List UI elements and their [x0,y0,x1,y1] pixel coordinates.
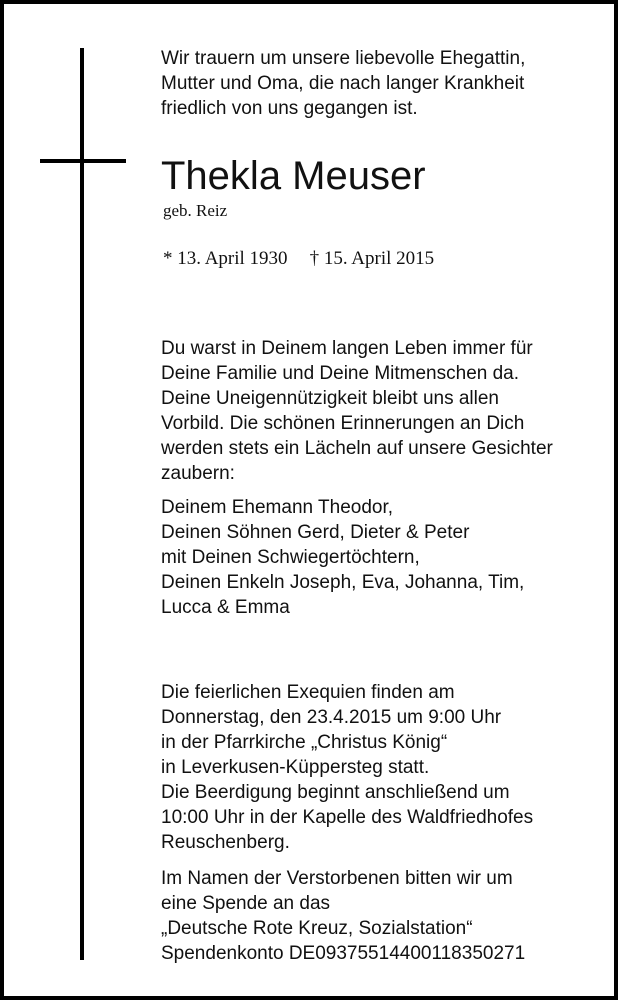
cross-vertical-bar [80,48,84,960]
life-dates [163,247,434,271]
service-line: Donnerstag, den 23.4.2015 um 9:00 Uhr [161,707,502,728]
donation-line: „Deutsche Rote Kreuz, Sozialstation“ [161,918,473,939]
service-line: Reuschenberg. [161,832,290,853]
intro-line: Mutter und Oma, die nach langer Krankheit [161,73,525,94]
service-line: in der Pfarrkirche „Christus König“ [161,732,448,753]
service-line: Die Beerdigung beginnt anschließend um [161,782,510,803]
tribute-paragraph [161,336,591,486]
donation-account: Spendenkonto DE09375514400118350271 [161,943,526,964]
tribute-line: Du warst in Deinem langen Leben immer für [161,338,533,359]
tribute-line: Deine Familie und Deine Mitmenschen da. [161,363,520,384]
death-date: † 15. April 2015 [309,248,435,269]
intro-line: friedlich von uns gegangen ist. [161,98,418,119]
service-line: Die feierlichen Exequien finden am [161,682,455,703]
mourner-line: Deinem Ehemann Theodor, [161,497,394,518]
donation-line: eine Spende an das [161,893,331,914]
mourner-line: mit Deinen Schwiegertöchtern, [161,547,420,568]
service-line: 10:00 Uhr in der Kapelle des Waldfriedhofes [161,807,534,828]
mourner-line: Lucca & Emma [161,597,290,618]
birth-date: * 13. April 1930 [163,248,288,269]
funeral-service-info [161,680,591,855]
intro-line: Wir trauern um unsere liebevolle Ehegattin, [161,48,526,69]
mourner-line: Deinen Enkeln Joseph, Eva, Johanna, Tim, [161,572,525,593]
mourner-line: Deinen Söhnen Gerd, Dieter & Peter [161,522,470,543]
donation-request [161,866,591,966]
deceased-name: Thekla Meuser [161,154,426,198]
tribute-line: Vorbild. Die schönen Erinnerungen an Dich [161,413,525,434]
tribute-line: werden stets ein Lächeln auf unsere Gesichter [161,438,553,459]
tribute-line: Deine Uneigennützigkeit bleibt uns allen [161,388,500,409]
tribute-line: zaubern: [161,463,235,484]
maiden-name: geb. Reiz [163,201,228,220]
cross-horizontal-bar [40,159,126,163]
mourners-list [161,495,591,620]
donation-line: Im Namen der Verstorbenen bitten wir um [161,868,513,889]
service-line: in Leverkusen-Küppersteg statt. [161,757,430,778]
intro-paragraph [161,46,591,121]
